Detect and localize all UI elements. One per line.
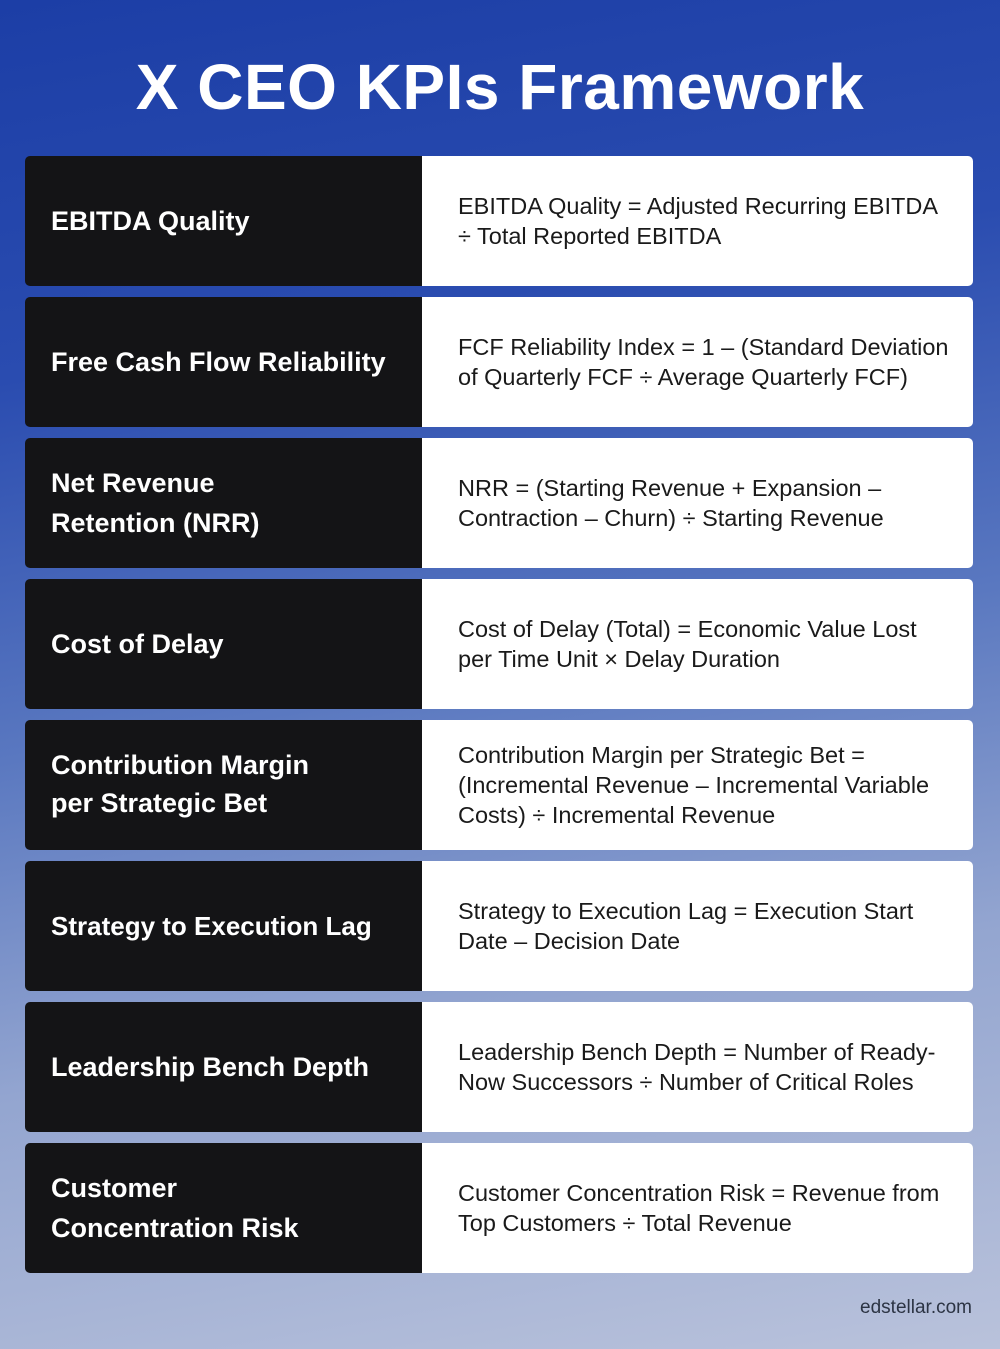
kpi-row [25, 720, 973, 850]
kpi-name: Strategy to Execution Lag [25, 861, 422, 991]
kpi-formula: NRR = (Starting Revenue + Expansion – Contraction – Churn) ÷ Starting Revenue [422, 438, 973, 568]
footer-source: edstellar.com [860, 1297, 972, 1318]
kpi-formula: Customer Concentration Risk = Revenue from Top Customers ÷ Total Revenue [422, 1143, 973, 1273]
kpi-row [25, 297, 973, 427]
kpi-row [25, 1143, 973, 1273]
kpi-name: Cost of Delay [25, 579, 422, 709]
kpi-formula: Cost of Delay (Total) = Economic Value Lost per Time Unit × Delay Duration [422, 579, 973, 709]
page-title: X CEO KPIs Framework [135, 51, 865, 123]
kpi-formula: Leadership Bench Depth = Number of Ready-Now Successors ÷ Number of Critical Roles [422, 1002, 973, 1132]
kpi-row [25, 579, 973, 709]
kpi-name: Free Cash Flow Reliability [25, 297, 422, 427]
kpi-formula: Strategy to Execution Lag = Execution Start Date – Decision Date [422, 861, 973, 991]
kpi-row [25, 861, 973, 991]
kpi-formula: Contribution Margin per Strategic Bet = (Incremental Revenue – Incremental Variable Costs) ÷ Incremental Revenue [422, 720, 973, 850]
kpi-row [25, 156, 973, 286]
kpi-row [25, 438, 973, 568]
kpi-name: EBITDA Quality [25, 156, 422, 286]
kpi-name: Net Revenue Retention (NRR) [25, 438, 422, 568]
kpi-row [25, 1002, 973, 1132]
kpi-name: Leadership Bench Depth [25, 1002, 422, 1132]
kpi-formula: EBITDA Quality = Adjusted Recurring EBITDA ÷ Total Reported EBITDA [422, 156, 973, 286]
kpi-name: Customer Concentration Risk [25, 1143, 422, 1273]
kpi-formula: FCF Reliability Index = 1 – (Standard Deviation of Quarterly FCF ÷ Average Quarterly FCF) [422, 297, 973, 427]
kpi-name: Contribution Margin per Strategic Bet [25, 720, 422, 850]
